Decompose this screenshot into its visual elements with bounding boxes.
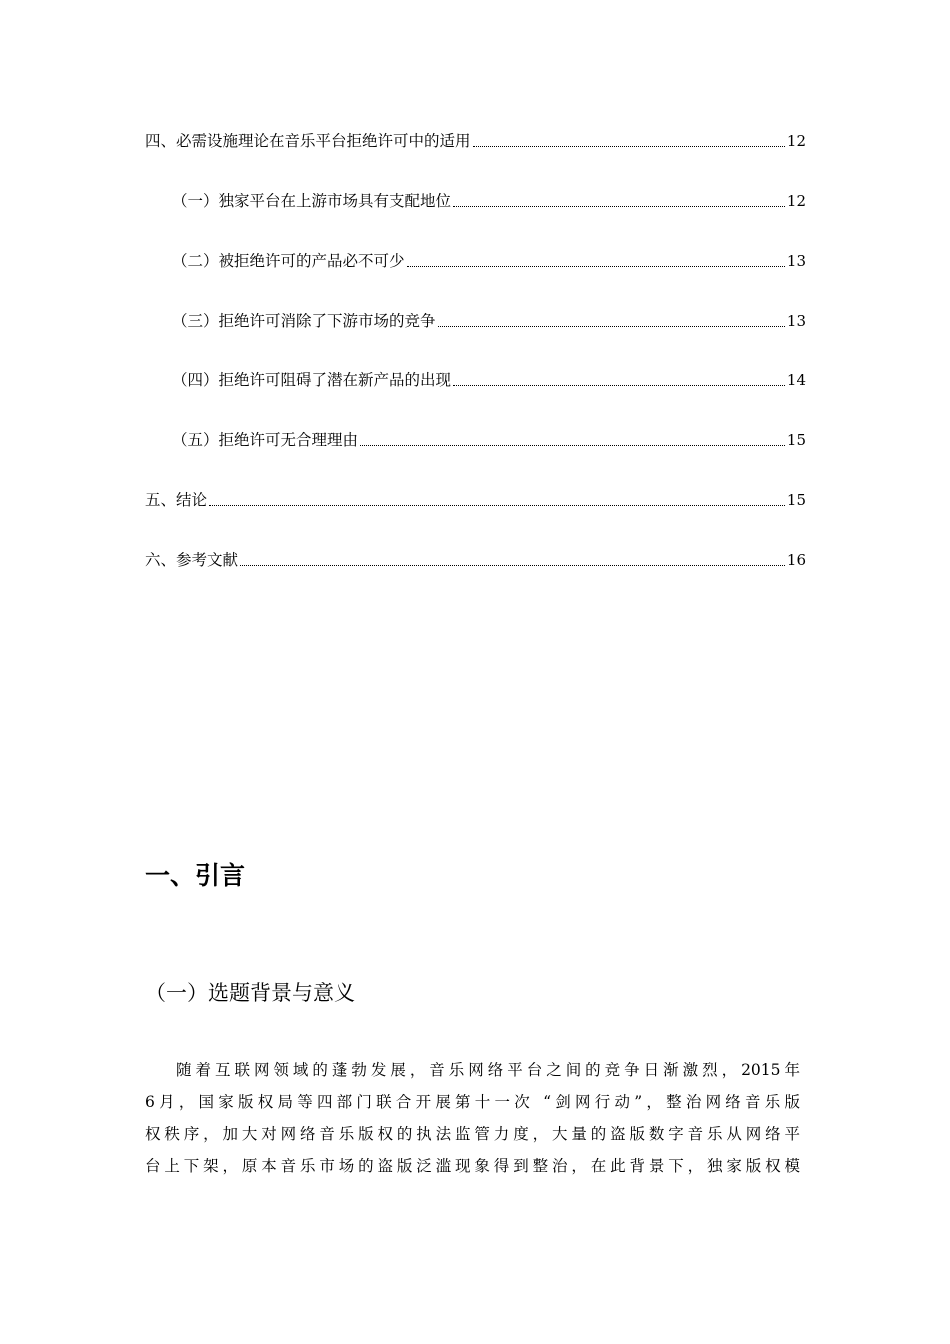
toc-entry[interactable] — [172, 369, 806, 391]
section-heading: 一、引言 — [145, 861, 246, 890]
toc-entry[interactable] — [172, 429, 806, 451]
paragraph-line: 6月，国家版权局等四部门联合开展第十一次 “剑网行动”，整治网络音乐版 — [145, 1093, 800, 1111]
toc-entry-page: 13 — [786, 312, 806, 330]
toc-entry-label: （三）拒绝许可消除了下游市场的竞争 — [172, 312, 436, 330]
toc-entry-page: 16 — [786, 551, 806, 569]
toc-entry-page: 13 — [786, 252, 806, 270]
toc-entry-label: （五）拒绝许可无合理理由 — [172, 431, 359, 449]
toc-dot-leader — [209, 505, 785, 506]
toc-dot-leader — [453, 385, 785, 386]
toc-entry-label: （一）独家平台在上游市场具有支配地位 — [172, 192, 452, 210]
toc-entry-label: （二）被拒绝许可的产品必不可少 — [172, 252, 405, 270]
toc-entry-label: （四）拒绝许可阻碍了潜在新产品的出现 — [172, 371, 452, 389]
toc-entry-page: 12 — [786, 192, 806, 210]
toc-dot-leader — [360, 445, 785, 446]
toc-entry-label: 六、参考文献 — [145, 551, 239, 569]
toc-dot-leader — [438, 326, 785, 327]
toc-dot-leader — [407, 266, 785, 267]
toc-entry[interactable] — [172, 190, 806, 212]
toc-entry[interactable] — [172, 250, 806, 272]
toc-entry-label: 四、必需设施理论在音乐平台拒绝许可中的适用 — [145, 132, 471, 150]
toc-entry[interactable] — [145, 549, 806, 571]
toc-entry[interactable] — [145, 130, 806, 152]
paragraph-line: 台上下架，原本音乐市场的盗版泛滥现象得到整治，在此背景下，独家版权模 — [145, 1157, 800, 1175]
toc-dot-leader — [240, 565, 785, 566]
subsection-heading: （一）选题背景与意义 — [145, 981, 355, 1005]
paragraph-line: 随着互联网领域的蓬勃发展，音乐网络平台之间的竞争日渐激烈，2015年 — [176, 1061, 800, 1079]
toc-dot-leader — [453, 206, 785, 207]
toc-entry[interactable] — [145, 489, 806, 511]
paragraph-line: 权秩序，加大对网络音乐版权的执法监管力度，大量的盗版数字音乐从网络平 — [145, 1125, 800, 1143]
body-paragraph — [145, 1054, 800, 1182]
toc-entry-page: 15 — [786, 431, 806, 449]
toc-entry-page: 15 — [786, 491, 806, 509]
toc-dot-leader — [473, 146, 785, 147]
toc-entry-page: 12 — [786, 132, 806, 150]
toc-entry-page: 14 — [786, 371, 806, 389]
toc-entry-label: 五、结论 — [145, 491, 208, 509]
toc-entry[interactable] — [172, 310, 806, 332]
